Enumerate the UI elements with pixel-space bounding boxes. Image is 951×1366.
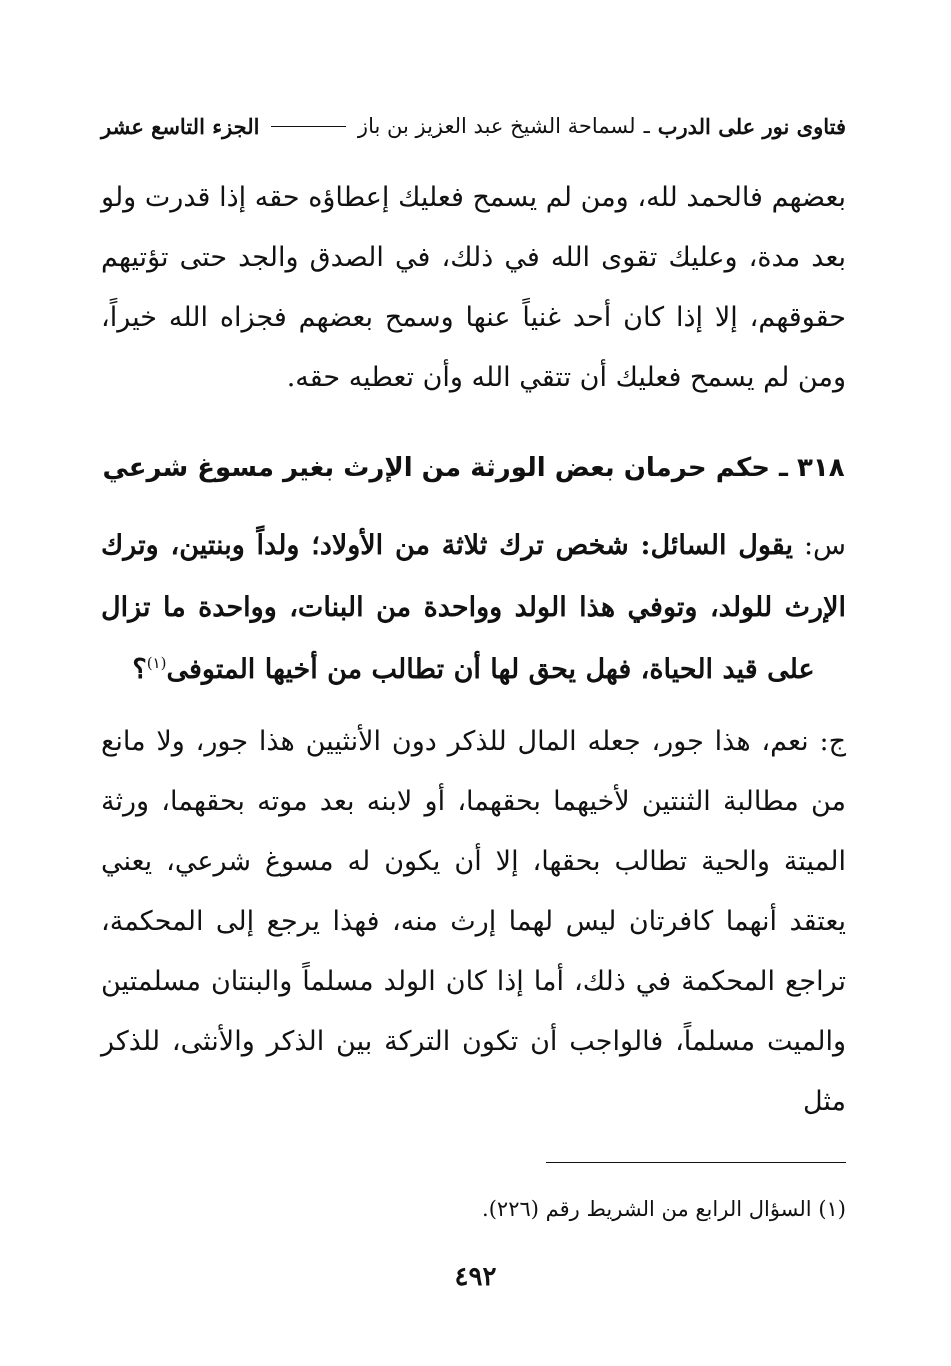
header-rule — [271, 126, 345, 127]
volume-label: الجزء التاسع عشر — [101, 113, 260, 139]
footnote-separator — [546, 1162, 846, 1163]
book-title: فتاوى نور على الدرب — [657, 113, 846, 139]
question-label: س: — [792, 530, 846, 561]
question-text: يقول السائل: شخص ترك ثلاثة من الأولاد؛ ولداً وبنتين، وترك الإرث للولد، وتوفي هذا الولد وواحدة من البنات، وواحدة ما تزال على قيد الحياة، فهل يحق لها أن تطالب من أخيها المتوفى — [101, 530, 846, 685]
footnote: (١) السؤال الرابع من الشريط رقم (٢٢٦). — [482, 1197, 846, 1221]
question-mark: ؟ — [132, 654, 147, 685]
fatwa-heading: ٣١٨ ـ حكم حرمان بعض الورثة من الإرث بغير مسوغ شرعي — [102, 453, 845, 483]
page-number: ٤٩٢ — [454, 1262, 497, 1292]
header-dash: ـ — [643, 114, 650, 138]
question-paragraph — [101, 515, 846, 701]
author-name: لسماحة الشيخ عبد العزيز بن باز — [357, 114, 636, 138]
answer-paragraph: ج: نعم، هذا جور، جعله المال للذكر دون الأنثيين هذا جور، ولا مانع من مطالبة الثنتين لأخيهما بحقهما، أو لابنه بعد موته بحقهما، ورثة الميتة والحية تطالب بحقها، إلا أن يكون له مسوغ شرعي، يعني يعتقد أنهما كافرتان ليس لهما إرث منه، فهذا يرجع إلى المحكمة، تراجع المحكمة في ذلك، أما إذا كان الولد مسلماً والبنتان مسلمتين والميت مسلماً، فالواجب أن تكون التركة بين الذكر والأنثى، للذكر مثل — [101, 726, 846, 1117]
footnote-reference: (١) — [146, 654, 167, 672]
intro-paragraph: بعضهم فالحمد لله، ومن لم يسمح فعليك إعطاؤه حقه إذا قدرت ولو بعد مدة، وعليك تقوى الله في ذلك، في الصدق والجد حتى تؤتيهم حقوقهم، إلا إذا كان أحد غنياً عنها وسمح بعضهم فجزاه الله خيراً، ومن لم يسمح فعليك أن تتقي الله وأن تعطيه حقه. — [101, 182, 846, 393]
running-header — [101, 108, 846, 144]
